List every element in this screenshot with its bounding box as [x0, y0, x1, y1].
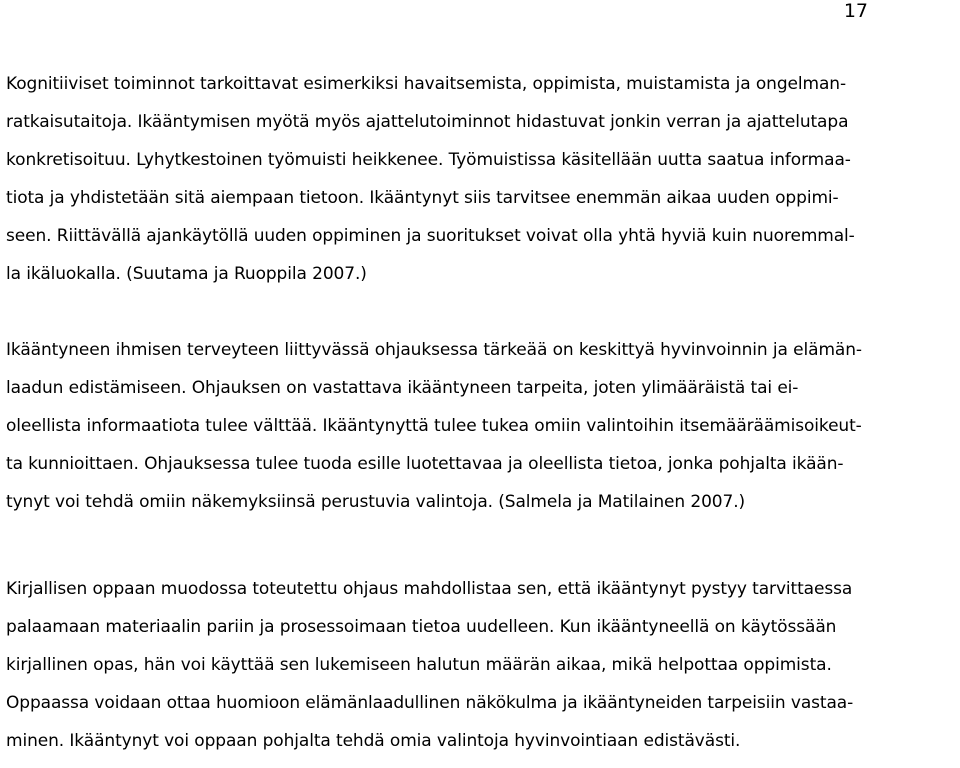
- paragraph-written-guide: [6, 578, 956, 768]
- text-line: Ikääntyneen ihmisen terveyteen liittyvässä ohjauksessa tärkeää on keskittyä hyvinvoinnin ja elämän-: [6, 340, 862, 360]
- text-line: tiota ja yhdistetään sitä aiempaan tietoon. Ikääntynyt siis tarvitsee enemmän aikaa uuden oppimi-: [6, 188, 839, 208]
- text-line: Oppaassa voidaan ottaa huomioon elämänlaadullinen näkökulma ja ikääntyneiden tarpeisiin vastaa-: [6, 693, 854, 713]
- text-line: laadun edistämiseen. Ohjauksen on vastattava ikääntyneen tarpeita, joten ylimääräistä tai ei-: [6, 378, 799, 398]
- text-line: ta kunnioittaen. Ohjauksessa tulee tuoda esille luotettavaa ja oleellista tietoa, jonka pohjalta ikään-: [6, 454, 844, 474]
- text-line: kirjallinen opas, hän voi käyttää sen lukemiseen halutun määrän aikaa, mikä helpottaa oppimista.: [6, 655, 832, 675]
- paragraph-cognitive-functions: [6, 73, 956, 301]
- paragraph-health-guidance: [6, 339, 956, 529]
- text-line: minen. Ikääntynyt voi oppaan pohjalta tehdä omia valintoja hyvinvointiaan edistävästi.: [6, 731, 741, 751]
- text-line: Kognitiiviset toiminnot tarkoittavat esimerkiksi havaitsemista, oppimista, muistamista ja ongelman-: [6, 74, 846, 94]
- text-line: konkretisoituu. Lyhytkestoinen työmuisti heikkenee. Työmuistissa käsitellään uutta saatua informaa-: [6, 150, 851, 170]
- text-line: tynyt voi tehdä omiin näkemyksiinsä perustuvia valintoja. (Salmela ja Matilainen 2007.): [6, 492, 746, 512]
- text-line: oleellista informaatiota tulee välttää. Ikääntynyttä tulee tukea omiin valintoihin itsemääräämisoikeut-: [6, 416, 862, 436]
- text-line: ratkaisutaitoja. Ikääntymisen myötä myös ajattelutoiminnot hidastuvat jonkin verran ja ajattelutapa: [6, 112, 849, 132]
- text-line: Kirjallisen oppaan muodossa toteutettu ohjaus mahdollistaa sen, että ikääntynyt pystyy tarvittaessa: [6, 579, 853, 599]
- text-line: seen. Riittävällä ajankäytöllä uuden oppiminen ja suoritukset voivat olla yhtä hyviä kuin nuoremmal-: [6, 226, 855, 246]
- text-line: la ikäluokalla. (Suutama ja Ruoppila 2007.): [6, 264, 367, 284]
- page-number: 17: [843, 0, 868, 22]
- text-line: palaamaan materiaalin pariin ja prosessoimaan tietoa uudelleen. Kun ikääntyneellä on käytössään: [6, 617, 837, 637]
